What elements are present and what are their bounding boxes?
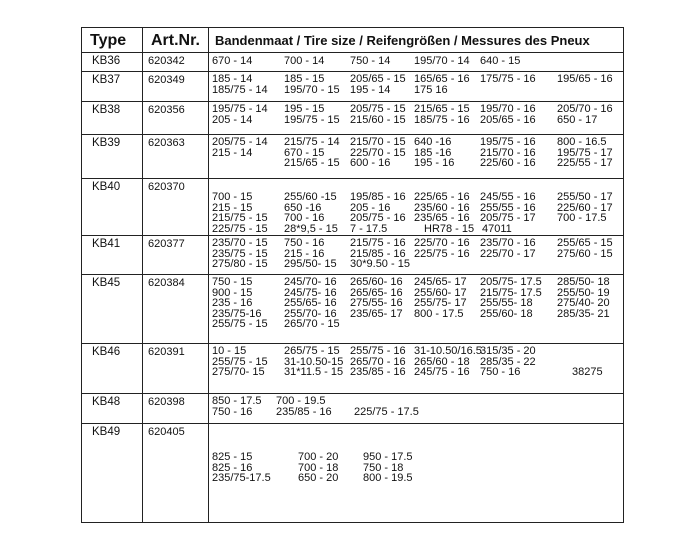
tire-size: 275/55- 16 <box>350 297 403 310</box>
tire-size: 255/70- 16 <box>284 307 337 320</box>
tire-size: 275/80 - 15 <box>212 258 268 271</box>
tire-size: 185 - 15 <box>284 73 325 85</box>
tire-size: 215/75- 17.5 <box>480 286 542 299</box>
tire-size: 640 -16 <box>414 136 452 148</box>
art-nr-cell: 620349 <box>148 74 185 86</box>
row-divider <box>82 52 623 53</box>
tire-size-table <box>81 27 624 523</box>
tire-size: 205 - 14 <box>212 113 253 126</box>
tire-size: 750 - 16 <box>480 366 521 379</box>
tire-size: 28*9,5 - 15 <box>284 222 338 235</box>
tire-size: 195/70 - 16 <box>480 103 536 115</box>
tire-size: 235/85 - 16 <box>276 405 332 418</box>
tire-size: 215/65 - 15 <box>414 103 470 115</box>
tire-size: 265/75 - 15 <box>284 345 340 357</box>
tire-size: 30*9.50 - 15 <box>350 258 410 271</box>
tire-size: 700 - 18 <box>298 461 339 474</box>
tire-size: 195/75 - 16 <box>480 136 536 148</box>
tire-size: 670 - 14 <box>212 55 253 67</box>
tire-size: 255/65- 16 <box>284 297 337 310</box>
tire-size: 205/75 - 16 <box>350 212 406 225</box>
tire-size: 600 - 16 <box>350 157 391 170</box>
tire-size: 215 - 14 <box>212 146 253 159</box>
tire-size: 255/50- 19 <box>557 286 610 299</box>
tire-size: 185/75 - 14 <box>212 83 268 96</box>
type-cell: KB38 <box>92 104 121 116</box>
tire-size: 245/75- 16 <box>284 286 337 299</box>
type-cell: KB45 <box>92 277 121 289</box>
art-nr-cell: 620370 <box>148 181 185 193</box>
tire-size: 700 - 15 <box>212 191 253 203</box>
tire-size: 225/70 - 16 <box>414 237 470 249</box>
tire-size: 205/70 - 16 <box>557 103 613 115</box>
tire-size: 235/75-17.5 <box>212 472 271 485</box>
tire-size: 225/70 - 17 <box>480 247 536 260</box>
tire-size: 255/75 - 15 <box>212 318 268 331</box>
type-cell: KB40 <box>92 181 121 193</box>
tire-size: 750 - 14 <box>350 55 391 67</box>
tire-size: 650 -16 <box>284 201 322 214</box>
art-nr-cell: 620384 <box>148 277 185 289</box>
tire-size: 265/70 - 16 <box>350 355 406 368</box>
tire-size: 205/65 - 15 <box>350 73 406 85</box>
column-divider <box>208 28 209 522</box>
tire-size: 900 - 15 <box>212 286 253 299</box>
tire-size: 31-10.50/16.5 <box>414 345 482 357</box>
tire-size: 265/70 - 15 <box>284 318 340 331</box>
tire-size: 38275 <box>572 366 603 379</box>
tire-size: 225/75 - 17.5 <box>354 405 419 418</box>
type-cell: KB37 <box>92 74 121 86</box>
tire-size: 265/60 - 18 <box>414 355 470 368</box>
tire-size: 185 -16 <box>414 146 452 159</box>
tire-size: 255/75 - 16 <box>350 345 406 357</box>
tire-size: 7 - 17.5 <box>350 222 388 235</box>
type-cell: KB48 <box>92 396 121 408</box>
tire-size: 245/65- 17 <box>414 276 467 288</box>
tire-size: 295/50- 15 <box>284 258 337 271</box>
tire-size: 245/75 - 16 <box>414 366 470 379</box>
tire-size: 850 - 17.5 <box>212 395 262 407</box>
tire-size: 205/75 - 15 <box>350 103 406 115</box>
tire-size: 700 - 19.5 <box>276 395 326 407</box>
tire-size: 750 - 16 <box>212 405 253 418</box>
row-divider <box>82 101 623 102</box>
header-type: Type <box>90 32 127 49</box>
tire-size: 255/60 -15 <box>284 191 337 203</box>
tire-size: 800 - 17.5 <box>414 307 464 320</box>
tire-size: 235/65- 17 <box>350 307 403 320</box>
row-divider <box>82 71 623 72</box>
art-nr-cell: 620363 <box>148 137 185 149</box>
tire-size: 750 - 18 <box>363 461 404 474</box>
header-art-nr: Art.Nr. <box>151 32 200 49</box>
tire-size: 47011 <box>482 222 512 235</box>
tire-size: 185 - 14 <box>212 73 253 85</box>
tire-size: 825 - 15 <box>212 451 253 463</box>
tire-size: 225/75 - 15 <box>212 222 268 235</box>
tire-size: 215 - 16 <box>284 247 325 260</box>
type-cell: KB39 <box>92 137 121 149</box>
tire-size: 205/65 - 16 <box>480 113 536 126</box>
tire-size: 205/75- 17.5 <box>480 276 542 288</box>
tire-size: 700 - 14 <box>284 55 325 67</box>
tire-size: 165/65 - 16 <box>414 73 470 85</box>
row-divider <box>82 343 623 344</box>
tire-size: 255/50 - 17 <box>557 191 613 203</box>
row-divider <box>82 134 623 135</box>
tire-size: 235/60 - 16 <box>414 201 470 214</box>
tire-size: 235 - 16 <box>212 297 253 310</box>
tire-size: 670 - 15 <box>284 146 325 159</box>
tire-size: 195/75 - 15 <box>284 113 340 126</box>
tire-size: 255/60- 18 <box>480 307 533 320</box>
tire-size: 225/60 - 16 <box>480 157 536 170</box>
tire-size: 265/65- 16 <box>350 286 403 299</box>
tire-size: 225/60 - 17 <box>557 201 613 214</box>
row-divider <box>82 178 623 179</box>
tire-size: 275/40- 20 <box>557 297 610 310</box>
type-cell: KB41 <box>92 238 121 250</box>
row-divider <box>82 235 623 236</box>
tire-size: 800 - 19.5 <box>363 472 413 485</box>
tire-size: 255/60- 17 <box>414 286 467 299</box>
header-tire-sizes: Bandenmaat / Tire size / Reifengrößen / Messures des Pneux <box>215 33 590 48</box>
tire-size: 285/35 - 22 <box>480 355 536 368</box>
tire-size: 195/75 - 14 <box>212 103 268 115</box>
tire-size: 285/35- 21 <box>557 307 610 320</box>
tire-size: 215/75 - 16 <box>350 237 406 249</box>
tire-size: 950 - 17.5 <box>363 451 413 463</box>
tire-size: 235/75-16 <box>212 307 262 320</box>
tire-size: 215/60 - 15 <box>350 113 406 126</box>
tire-size: 235/70 - 15 <box>212 237 268 249</box>
row-divider <box>82 274 623 275</box>
tire-size: 640 - 15 <box>480 55 521 67</box>
tire-size: 215/70 - 15 <box>350 136 406 148</box>
art-nr-cell: 620356 <box>148 104 185 116</box>
tire-size: 195/70 - 14 <box>414 55 470 67</box>
tire-size: 205 - 16 <box>350 201 391 214</box>
tire-size: 255/65 - 15 <box>557 237 613 249</box>
tire-size: 235/85 - 16 <box>350 366 406 379</box>
tire-size: 315/35 - 20 <box>480 345 536 357</box>
column-divider <box>142 28 143 522</box>
tire-size: 750 - 16 <box>284 237 325 249</box>
tire-size: 700 - 17.5 <box>557 212 607 225</box>
tire-size: 235/75 - 15 <box>212 247 268 260</box>
tire-size: 825 - 16 <box>212 461 253 474</box>
tire-size: 650 - 17 <box>557 113 598 126</box>
tire-size: 750 - 15 <box>212 276 253 288</box>
tire-size: 700 - 16 <box>284 212 325 225</box>
tire-size: 245/55 - 16 <box>480 191 536 203</box>
tire-size: 800 - 16.5 <box>557 136 607 148</box>
tire-size: 255/55 - 16 <box>480 201 536 214</box>
tire-size: 225/70 - 15 <box>350 146 406 159</box>
type-cell: KB49 <box>92 426 121 438</box>
art-nr-cell: 620405 <box>148 426 185 438</box>
tire-size: 31*11.5 - 15 <box>284 366 344 379</box>
tire-size: 650 - 20 <box>298 472 339 485</box>
tire-size: 215/65 - 15 <box>284 157 340 170</box>
tire-size: 225/75 - 16 <box>414 247 470 260</box>
type-cell: KB46 <box>92 346 121 358</box>
tire-size: 285/50- 18 <box>557 276 610 288</box>
tire-size: 265/60- 16 <box>350 276 403 288</box>
art-nr-cell: 620342 <box>148 55 185 67</box>
tire-size: 195 - 16 <box>414 157 455 170</box>
tire-size: 215/75 - 15 <box>212 212 268 225</box>
tire-size: 255/75 - 15 <box>212 355 268 368</box>
tire-size: 245/70- 16 <box>284 276 337 288</box>
tire-size: 205/75 - 17 <box>480 212 536 225</box>
tire-size: HR78 - 15 <box>424 222 475 235</box>
art-nr-cell: 620391 <box>148 346 185 358</box>
row-divider <box>82 393 623 394</box>
tire-size: 195 - 14 <box>350 83 391 96</box>
tire-size: 195/85 - 16 <box>350 191 406 203</box>
art-nr-cell: 620377 <box>148 238 185 250</box>
tire-size: 175/75 - 16 <box>480 73 536 85</box>
art-nr-cell: 620398 <box>148 396 185 408</box>
tire-size: 205/75 - 14 <box>212 136 268 148</box>
tire-size: 215/85 - 16 <box>350 247 406 260</box>
tire-size: 235/70 - 16 <box>480 237 536 249</box>
tire-size: 195/70 - 15 <box>284 83 340 96</box>
tire-size: 195 - 15 <box>284 103 325 115</box>
tire-size: 225/65 - 16 <box>414 191 470 203</box>
tire-size: 10 - 15 <box>212 345 247 357</box>
type-cell: KB36 <box>92 55 121 67</box>
tire-size: 195/75 - 17 <box>557 146 613 159</box>
tire-size: 275/70- 15 <box>212 366 265 379</box>
tire-size: 255/75- 17 <box>414 297 467 310</box>
tire-size: 225/55 - 17 <box>557 157 613 170</box>
tire-size: 235/65 - 16 <box>414 212 470 225</box>
tire-size: 195/65 - 16 <box>557 73 613 85</box>
tire-size: 215/75 - 14 <box>284 136 340 148</box>
tire-size: 275/60 - 15 <box>557 247 613 260</box>
tire-size: 215 - 15 <box>212 201 253 214</box>
tire-size: 31-10.50-15 <box>284 355 344 368</box>
tire-size: 215/70 - 16 <box>480 146 536 159</box>
tire-size: 185/75 - 16 <box>414 113 470 126</box>
tire-size: 700 - 20 <box>298 451 339 463</box>
row-divider <box>82 423 623 424</box>
tire-size: 175 16 <box>414 83 448 96</box>
tire-size: 255/55- 18 <box>480 297 533 310</box>
